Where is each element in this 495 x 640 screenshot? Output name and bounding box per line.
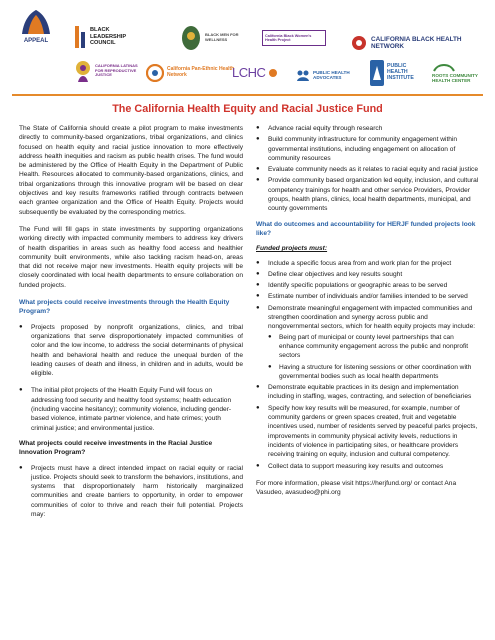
list-item: ● Evaluate community needs as it relates to racial equity and racial justice	[256, 165, 479, 174]
list-item: ● Projects must have a direct intended impact on racial equity or racial justice. Projects should seek to transform the behaviors, institutions, and systems that disproportionately harm historically marginalized communities and create barriers to opportunity, in order to empower communities of color to thrive and reach their full potential. Projects may:	[19, 464, 243, 520]
clrj-mark-icon	[74, 60, 92, 82]
page-title: The California Health Equity and Racial Justice Fund	[112, 103, 383, 115]
list-item: ● Include a specific focus area from and work plan for the project	[256, 259, 479, 268]
list-item: ● Identify specific populations or geographic areas to be served	[256, 281, 479, 290]
list-item: ● Estimate number of individuals and/or families intended to be served	[256, 292, 479, 301]
health-equity-question: What projects could receive investments through the Health Equity Program?	[19, 299, 230, 316]
health-equity-list	[19, 323, 243, 433]
appeal-logo	[18, 8, 54, 45]
list-item: ● Demonstrate equitable practices in its design and implementation including in staffing, wages, contracting, and selection of beneficiaries	[256, 383, 479, 402]
list-item-text: Demonstrate meaningful engagement with impacted communities and strengthen coordination and synergy across public and nongovernmental sectors, which for health equity projects may include:	[268, 304, 476, 331]
list-item: ● Collect data to support measuring key results and outcomes	[256, 462, 479, 471]
funded-projects-list	[256, 259, 479, 471]
blc-logo-text: BLACK LEADERSHIP COUNCIL	[90, 27, 126, 47]
outcomes-question: What do outcomes and accountability for HERJF funded projects look like?	[256, 220, 476, 237]
cabwhp-logo-text: California Black Women's Health Project	[265, 33, 312, 42]
lchc-logo	[232, 66, 278, 81]
left-column	[19, 124, 243, 525]
clrj-logo-text: CALIFORNIA LATINAS FOR REPRODUCTIVE JUSTICE	[95, 63, 138, 78]
bmw-logo-text: BLACK MEN FOR WELLNESS	[205, 32, 239, 42]
blc-mark-icon	[73, 26, 87, 48]
roots-mark-icon	[432, 62, 456, 72]
racial-justice-question: What projects could receive investments in the Racial Justice Innovation Program?	[19, 439, 213, 457]
list-item: ● Advance racial equity through research	[256, 124, 479, 133]
pha-logo-text: PUBLIC HEALTH ADVOCATES	[313, 69, 350, 80]
header-divider	[12, 94, 483, 96]
projects-may-list	[256, 124, 479, 214]
racial-justice-list	[19, 464, 243, 520]
list-item: ● Provide community based organization led equity, inclusion, and cultural competency trainings for health and other service Providers, Provider groups, health plans, clinics, local health departments, municipal, and county governments	[256, 176, 479, 213]
lchc-mark-icon	[268, 68, 278, 78]
fund-paragraph: The Fund will fill gaps in state investments by supporting organizations working directly with impacted community members to address key drivers of health disparities in areas such as healthy food access and healthier community built environments, while also tackling racism head-on, areas that did not receive major new investments. Health equity projects will be closely coordinated with local health departments to ensure collaboration on funded projects.	[19, 225, 243, 289]
roots-logo	[432, 62, 482, 84]
appeal-logo-text: APPEAL	[23, 38, 49, 44]
logo-banner	[0, 0, 495, 92]
cpehn-logo-text: California Pan-Ethnic Health Network	[167, 66, 235, 78]
phi-logo	[370, 60, 421, 86]
appeal-mark-icon	[18, 8, 54, 36]
lchc-logo-text: LCHC	[232, 65, 266, 80]
cpehn-mark-icon	[146, 64, 164, 82]
cpehn-logo	[146, 64, 235, 82]
engagement-sublist	[268, 333, 479, 381]
cabwhp-logo	[262, 30, 326, 46]
pha-logo	[296, 68, 355, 82]
cbhn-logo-text: CALIFORNIA BLACK HEALTH NETWORK	[371, 35, 462, 50]
cbhn-logo	[350, 34, 481, 52]
pha-mark-icon	[296, 68, 310, 82]
phi-logo-text: PUBLIC HEALTH INSTITUTE	[387, 63, 414, 81]
bmw-mark-icon	[180, 24, 202, 52]
cbhn-mark-icon	[350, 34, 368, 52]
list-item: ● Specify how key results will be measured, for example, number of community gardens or green spaces created, fruit and vegetable incentives used, number of residents served by peaceful parks projects, improvements in community physical activity levels, reductions in incidents of violence in participating sites, or healthcare providers receiving training on equity, inclusion and cultural competency.	[256, 404, 479, 460]
phi-mark-icon	[370, 60, 384, 86]
roots-logo-text: ROOTS COMMUNITY HEALTH CENTER	[432, 73, 478, 84]
list-item: ● Define clear objectives and key results sought	[256, 270, 479, 279]
contact-info: For more information, please visit https://herjfund.org/ or contact Ana Vasudeo, avasudeo@phi.org	[256, 479, 457, 497]
list-item	[256, 304, 479, 381]
sub-list-item: ● Having a structure for listening sessions or other coordination with governmental bodies such as local health departments	[268, 363, 479, 382]
list-item: ● The initial pilot projects of the Health Equity Fund will focus on addressing food security and healthy food systems; health education (including vaccine hesitancy); community violence, including gender-based violence, intimate partner violence, and hate crimes; youth criminal justice; and environmental justice.	[19, 386, 243, 432]
bmw-logo	[180, 24, 239, 52]
list-item: ● Build community infrastructure for community engagement within governmental institutions, including engagement on allocation of community resources	[256, 135, 479, 163]
blc-logo	[73, 26, 136, 48]
clrj-logo	[74, 60, 141, 82]
sub-list-item: ● Being part of municipal or county level partnerships that can enhance community engagement across the public and nonprofit sectors	[268, 333, 479, 361]
funded-projects-heading: Funded projects must:	[256, 245, 328, 253]
right-column	[256, 124, 479, 497]
list-item: ● Projects proposed by nonprofit organizations, clinics, and tribal organizations that serve disproportionately impacted communities of color and the low income, to address the social determinants of physical health and behavioral health and reduce the unequal burden of the leading causes of death and illness, in children and in adults, would be eligible.	[19, 323, 243, 379]
intro-paragraph: The State of California should create a pilot program to make investments directly to community-based organizations, tribal organizations, and clinics focused on health equity and racial justice innovation to more effectively address health inequities and racism as public health crises. The fund would be administered by the Office of Health Equity in the Department of Public Health. Resources allocated to community-based organizations, clinics, and tribal organizations through this innovative program will be based on clear objectives and key results frameworks ratified through contracts between each grantee organization and the Office of Health Equity. Projects would subsequently be evaluated by the corresponding metrics.	[19, 125, 243, 216]
